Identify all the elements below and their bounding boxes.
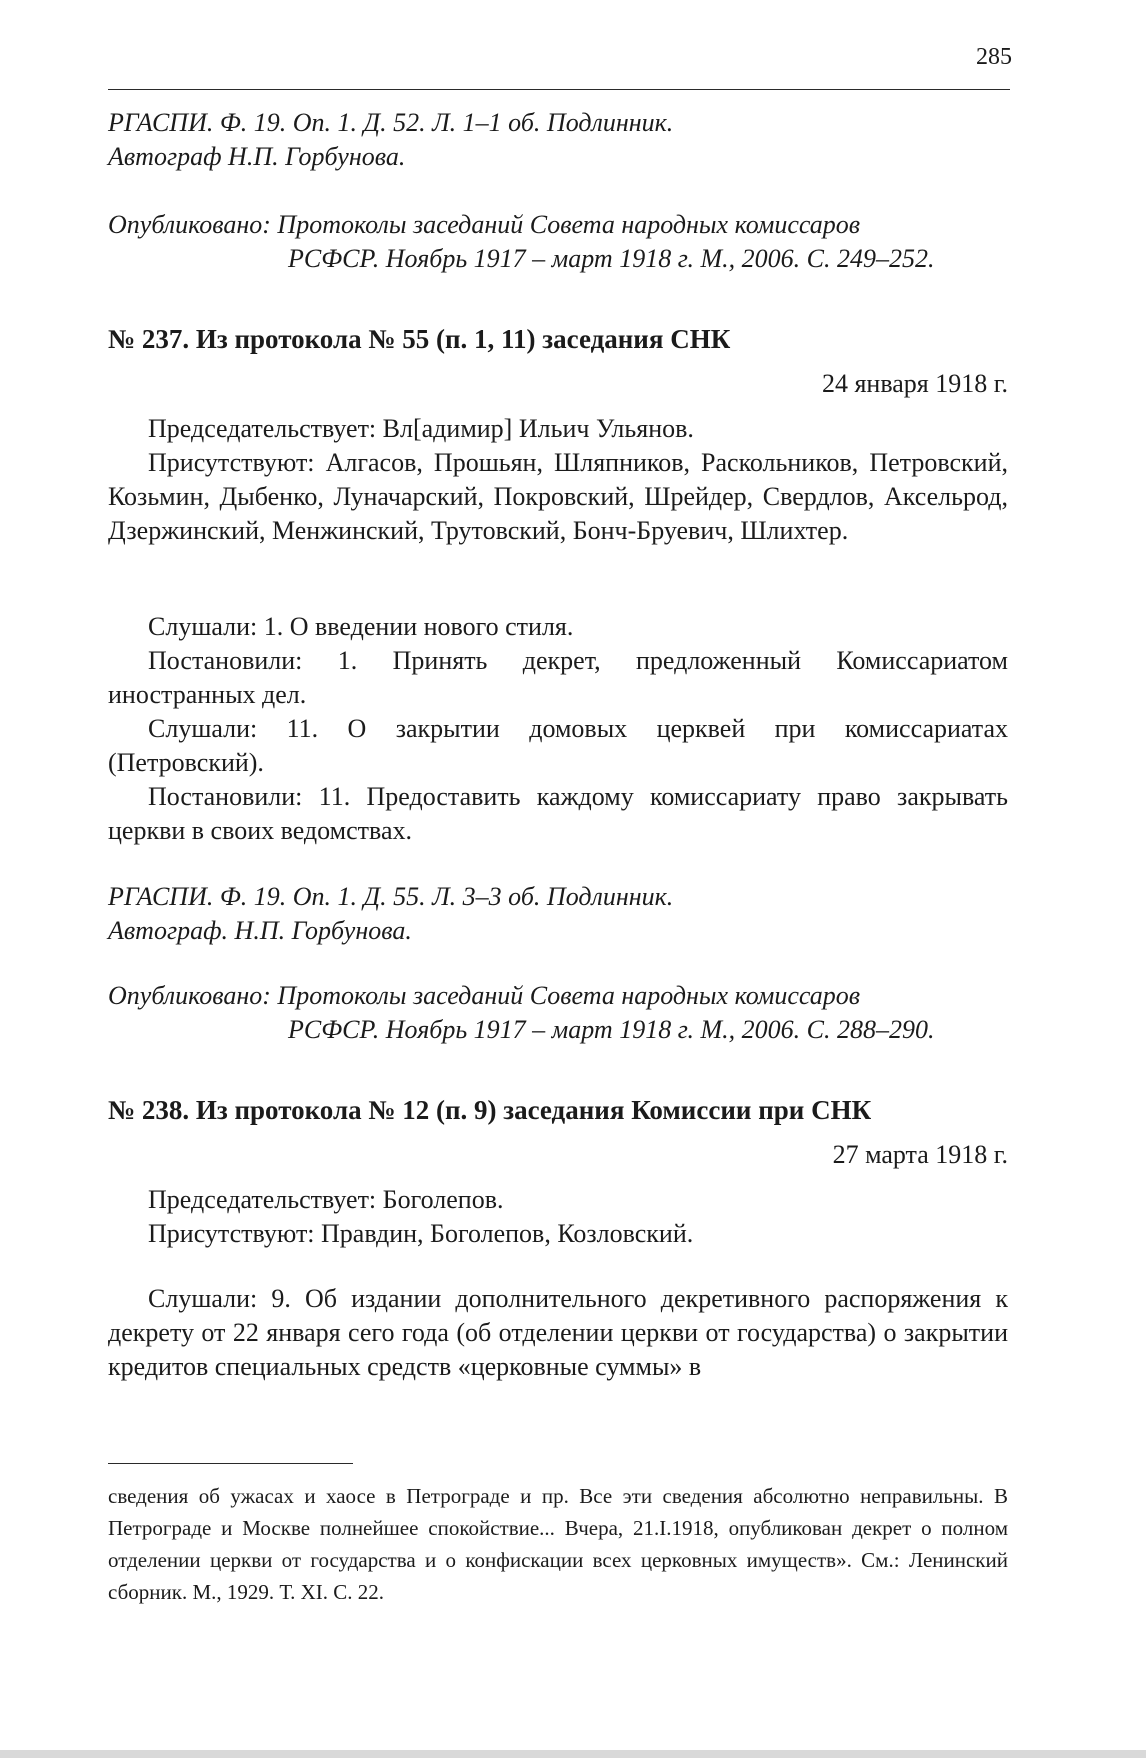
document-237-attendance (108, 412, 1008, 548)
publication-line: Опубликовано: Протоколы заседаний Совета народных комиссаров (108, 210, 861, 239)
scan-edge (0, 1750, 1146, 1758)
document-238-heading: № 238. Из протокола № 12 (п. 9) заседания Комиссии при СНК (108, 1095, 872, 1125)
header-rule (108, 89, 1010, 90)
decided-item: Постановили: 1. Принять декрет, предложенный Комиссариатом иностранных дел. (108, 646, 1008, 709)
decided-item: Постановили: 11. Предоставить каждому комиссариату право закрывать церкви в своих ведомствах. (108, 782, 1008, 845)
archive-line: Автограф. Н.П. Горбунова. (108, 916, 412, 945)
publication-reference-previous (108, 208, 1008, 276)
archive-line: Автограф Н.П. Горбунова. (108, 142, 406, 171)
heard-item: Слушали: 11. О закрытии домовых церквей при комиссариатах (Петровский). (108, 714, 1008, 777)
chair-line: Председательствует: Боголепов. (148, 1185, 504, 1214)
page-number: 285 (976, 44, 1012, 70)
document-238-date: 27 марта 1918 г. (832, 1140, 1008, 1169)
archive-line: РГАСПИ. Ф. 19. Оп. 1. Д. 55. Л. 3–3 об. Подлинник. (108, 882, 674, 911)
heard-item: Слушали: 1. О введении нового стиля. (148, 612, 574, 641)
present-line: Присутствуют: Правдин, Боголепов, Козловский. (148, 1219, 694, 1248)
heard-item: Слушали: 9. Об издании дополнительного декретивного распоряжения к декрету от 22 января сего года (об отделении церкви от государства) о закрытии кредитов специальных средств «церковные суммы» в (108, 1284, 1008, 1381)
document-237-date: 24 января 1918 г. (821, 369, 1008, 398)
archive-reference-237 (108, 880, 1008, 948)
present-paragraph: Присутствуют: Алгасов, Прошьян, Шляпников, Раскольников, Петровский, Козьмин, Дыбенко, Луначарский, Покровский, Шрейдер, Свердлов, Аксельрод, Дзержинский, Менжинский, Трутовский, Бонч-Бруевич, Шлихтер. (108, 448, 1008, 545)
document-237-minutes (108, 610, 1008, 848)
publication-line: Опубликовано: Протоколы заседаний Совета народных комиссаров (108, 981, 861, 1010)
publication-line: РСФСР. Ноябрь 1917 – март 1918 г. М., 2006. С. 249–252. (288, 244, 935, 273)
archive-reference-previous (108, 106, 1008, 174)
publication-reference-237 (108, 979, 1008, 1047)
document-238-attendance (108, 1183, 1008, 1251)
archive-line: РГАСПИ. Ф. 19. Оп. 1. Д. 52. Л. 1–1 об. Подлинник. (108, 108, 674, 137)
document-237-heading: № 237. Из протокола № 55 (п. 1, 11) заседания СНК (108, 324, 731, 354)
chair-line: Председательствует: Вл[адимир] Ильич Ульянов. (148, 414, 694, 443)
publication-line: РСФСР. Ноябрь 1917 – март 1918 г. М., 2006. С. 288–290. (288, 1015, 935, 1044)
footnote: сведения об ужасах и хаосе в Петрограде и пр. Все эти сведения абсолютно неправильны. В Петрограде и Москве полнейшее спокойствие... Вчера, 21.I.1918, опубликован декрет о полном отделении церкви от государства и о конфискации всех церковных имуществ». См.: Ленинский сборник. М., 1929. Т. XI. С. 22. (108, 1484, 1008, 1604)
footnote-rule (108, 1463, 353, 1464)
document-238-minutes (108, 1282, 1008, 1384)
